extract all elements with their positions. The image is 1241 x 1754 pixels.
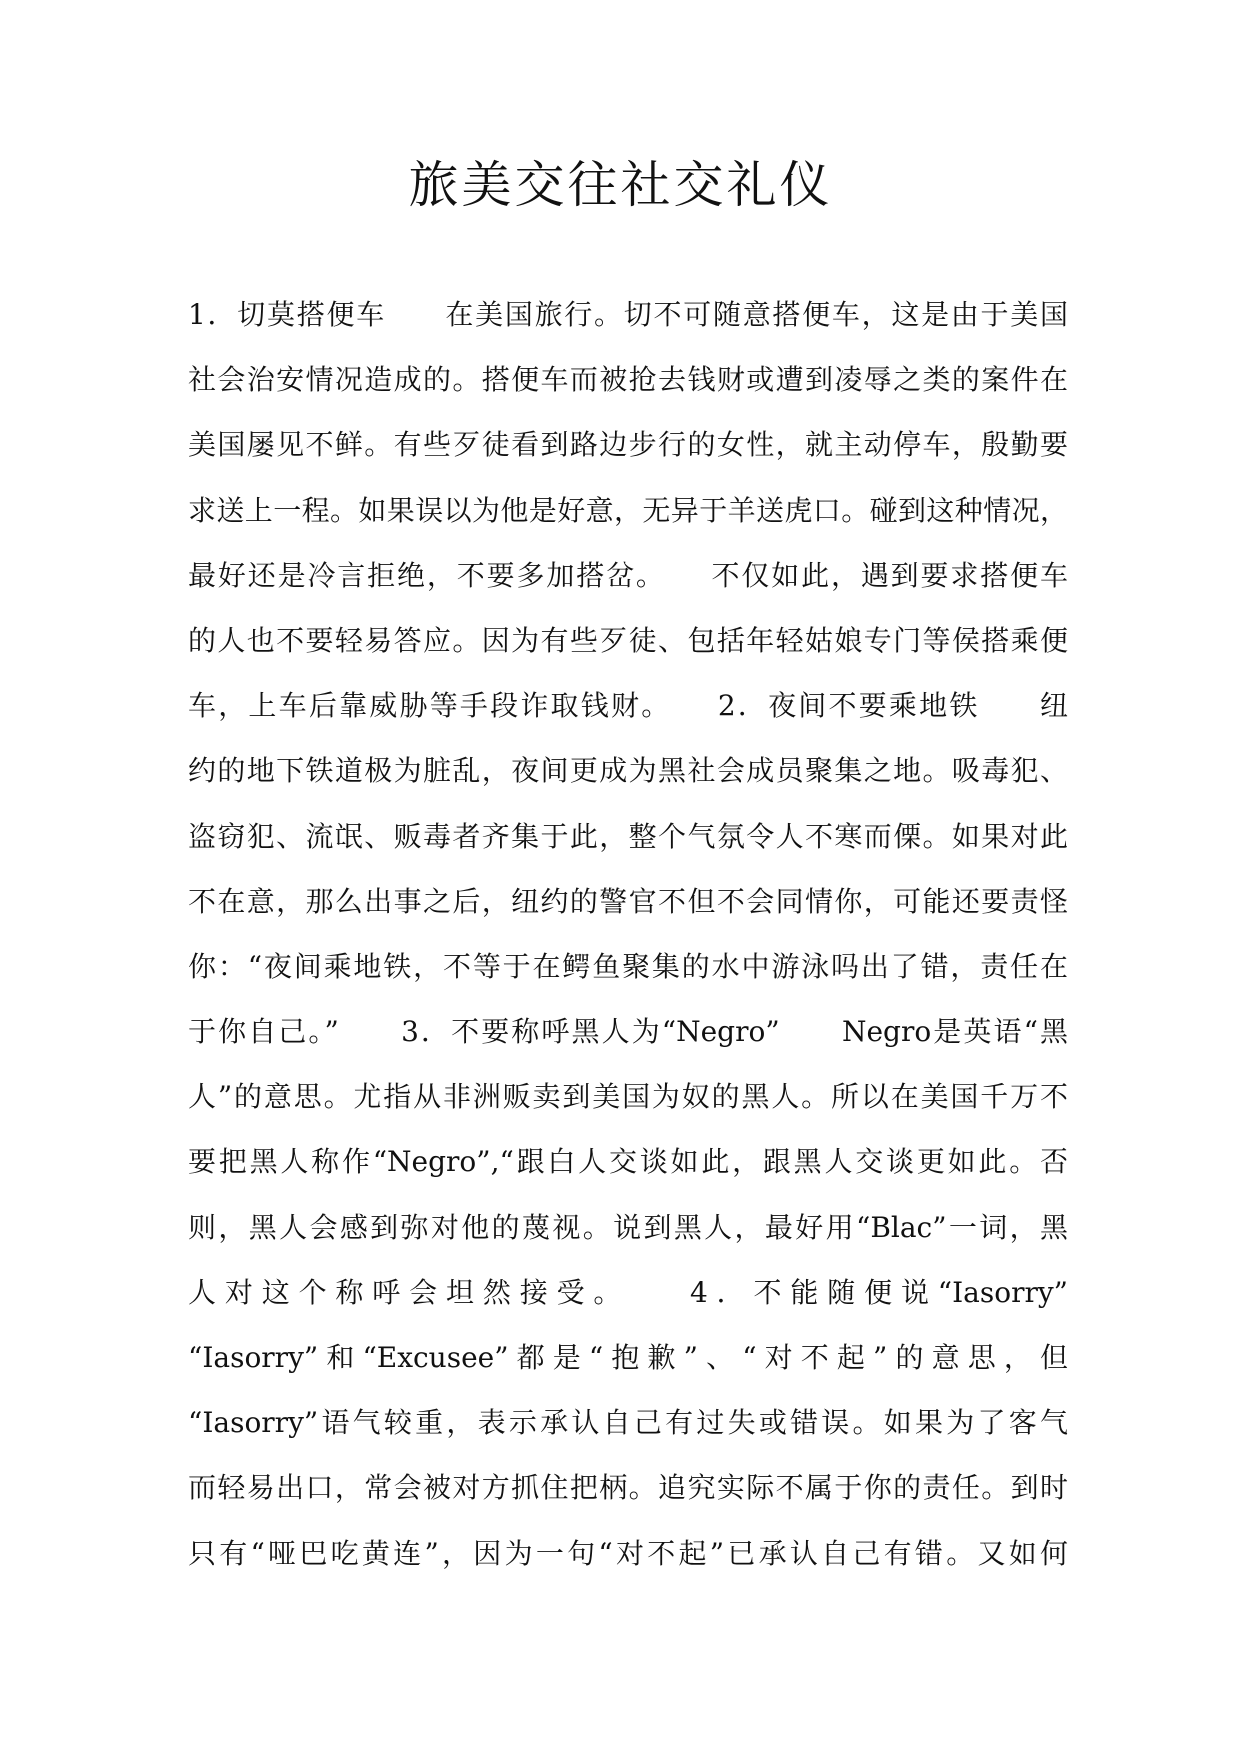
- text-line: 你：“夜间乘地铁，不等于在鳄鱼聚集的水中游泳吗出了错，责任在: [188, 949, 1068, 983]
- text-line: 求送上一程。如果误以为他是好意，无异于羊送虎口。碰到这种情况，: [188, 493, 1068, 527]
- text-line: 要把黑人称作“Negro”,“跟白人交谈如此，跟黑人交谈更如此。否: [188, 1145, 1068, 1179]
- text-line: 1．切莫搭便车 在美国旅行。切不可随意搭便车，这是由于美国: [188, 298, 1068, 331]
- text-line: 社会治安情况造成的。搭便车而被抢去钱财或遭到凌辱之类的案件在: [188, 363, 1068, 397]
- text-line: 则，黑人会感到弥对他的蔑视。说到黑人，最好用“Blac”一词，黑: [188, 1210, 1068, 1244]
- text-line: “Iasorry”语气较重，表示承认自己有过失或错误。如果为了客气: [188, 1406, 1068, 1440]
- text-line: 于你自己。” 3．不要称呼黑人为“Negro” Negro是英语“黑: [188, 1015, 1068, 1049]
- text-line: 不在意，那么出事之后，纽约的警官不但不会同情你，可能还要责怪: [188, 884, 1068, 918]
- text-line: 人对这个称呼会坦然接受。 4．不能随便说“Iasorry”: [188, 1275, 1068, 1309]
- text-line: 约的地下铁道极为脏乱，夜间更成为黑社会成员聚集之地。吸毒犯、: [188, 754, 1068, 788]
- text-line: 美国屡见不鲜。有些歹徒看到路边步行的女性，就主动停车，殷勤要: [188, 428, 1068, 462]
- text-line: 车，上车后靠威胁等手段诈取钱财。 2．夜间不要乘地铁 纽: [188, 689, 1068, 723]
- text-line: 盗窃犯、流氓、贩毒者齐集于此，整个气氛令人不寒而傈。如果对此: [188, 819, 1068, 853]
- text-line: 最好还是冷言拒绝，不要多加搭岔。 不仅如此，遇到要求搭便车: [188, 558, 1068, 592]
- document-title: 旅美交往社交礼仪: [408, 156, 833, 214]
- body-text: [188, 282, 1068, 1586]
- text-line: 而轻易出口，常会被对方抓住把柄。追究实际不属于你的责任。到时: [188, 1471, 1068, 1505]
- text-line: 的人也不要轻易答应。因为有些歹徒、包括年轻姑娘专门等侯搭乘便: [188, 623, 1068, 657]
- text-line: 人”的意思。尤指从非洲贩卖到美国为奴的黑人。所以在美国千万不: [188, 1080, 1068, 1114]
- text-line: “Iasorry”和“Excusee”都是“抱歉”、“对不起”的意思，但: [188, 1341, 1068, 1374]
- text-line: 只有“哑巴吃黄连”，因为一句“对不起”已承认自己有错。又如何: [188, 1536, 1068, 1570]
